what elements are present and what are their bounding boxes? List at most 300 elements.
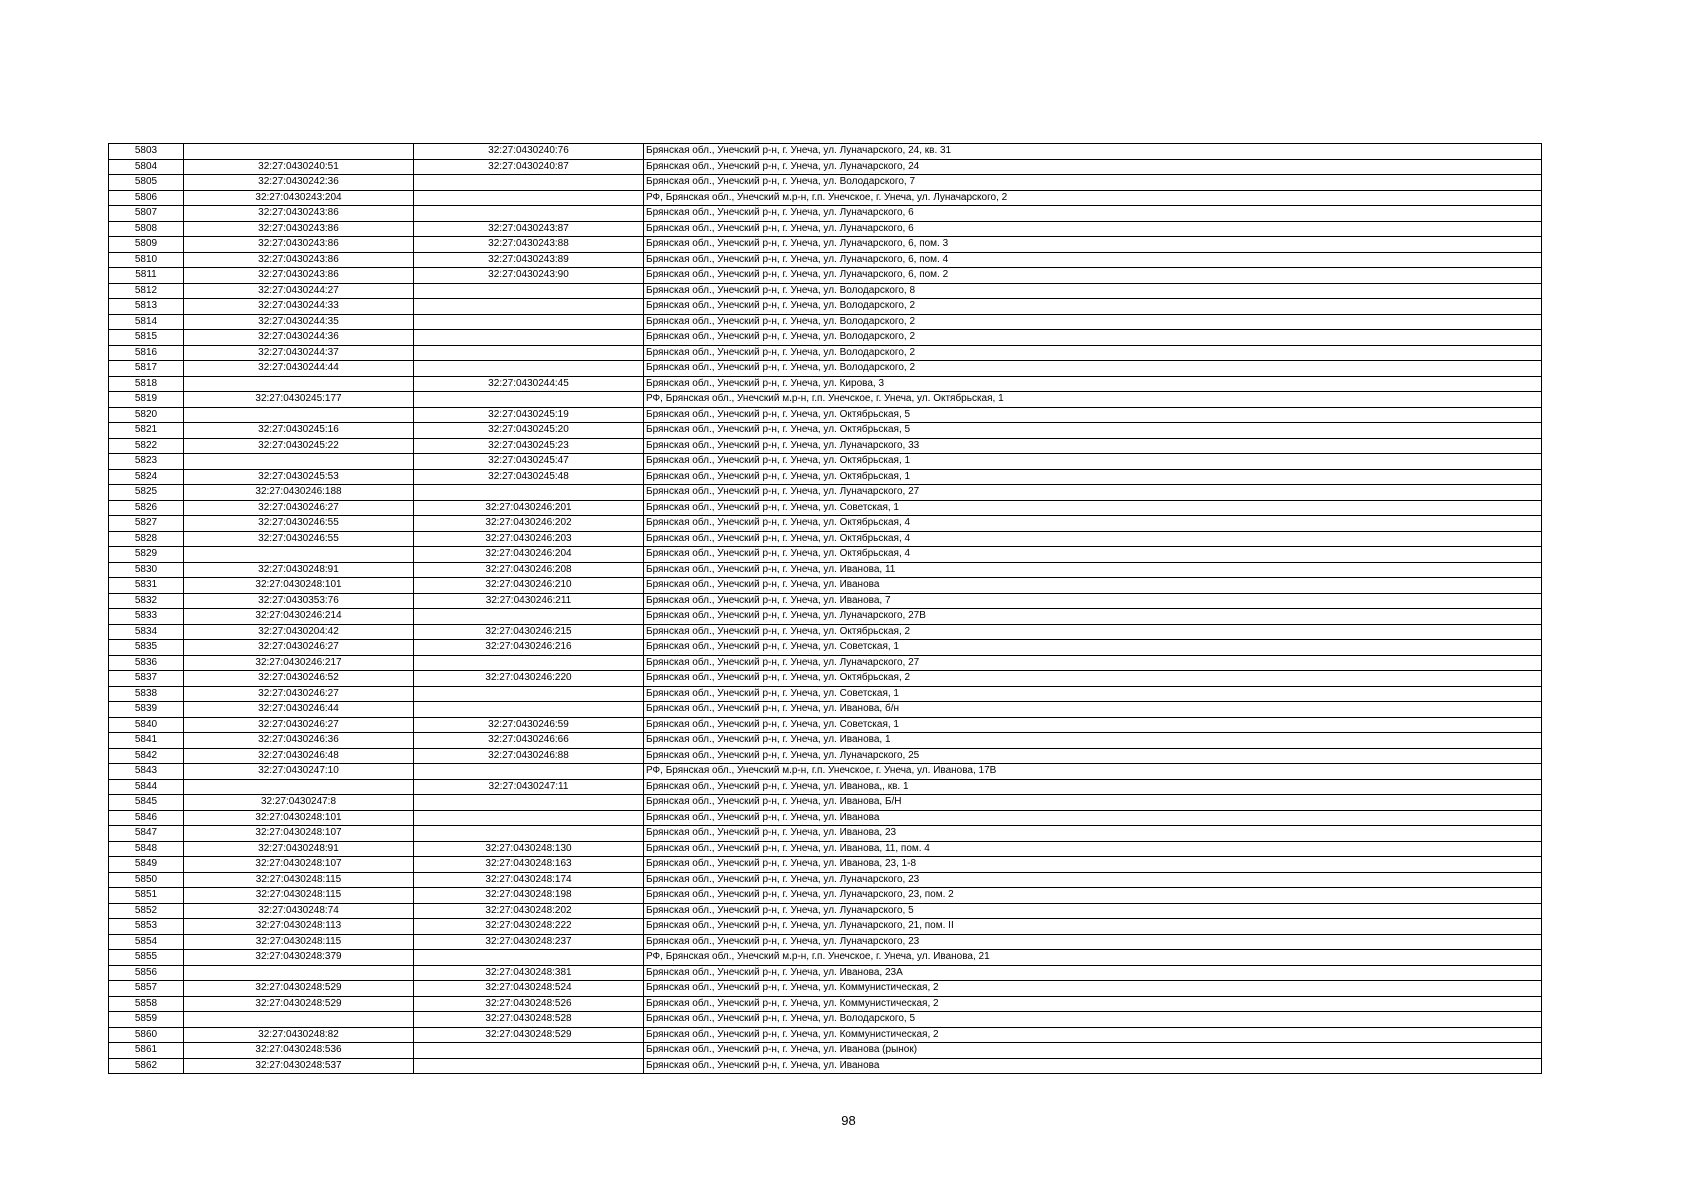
row-number-cell: 5822 [109,438,184,454]
row-number-cell: 5833 [109,609,184,625]
cadastral-number-cell [414,950,644,966]
row-number-cell: 5838 [109,686,184,702]
row-number-cell: 5803 [109,144,184,160]
row-number-cell: 5812 [109,283,184,299]
cadastral-number-cell: 32:27:0430248:198 [414,888,644,904]
cadastral-number-cell: 32:27:0430248:222 [414,919,644,935]
row-number-cell: 5809 [109,237,184,253]
row-number-cell: 5816 [109,345,184,361]
cadastral-number-cell [414,1043,644,1059]
cadastral-number-cell: 32:27:0430246:203 [414,531,644,547]
table-row [109,454,1542,470]
table-row [109,702,1542,718]
table-row [109,562,1542,578]
parent-cadastral-number-cell: 32:27:0430246:55 [184,516,414,532]
parent-cadastral-number-cell: 32:27:0430246:188 [184,485,414,501]
parent-cadastral-number-cell: 32:27:0430244:35 [184,314,414,330]
register-table-body [109,144,1542,1074]
parent-cadastral-number-cell [184,1012,414,1028]
cadastral-number-cell: 32:27:0430246:204 [414,547,644,563]
address-cell: Брянская обл., Унечский р-н, г. Унеча, ул. Советская, 1 [644,686,1542,702]
table-row [109,671,1542,687]
row-number-cell: 5831 [109,578,184,594]
address-cell: Брянская обл., Унечский р-н, г. Унеча, ул. Иванова, 23А [644,965,1542,981]
row-number-cell: 5844 [109,779,184,795]
address-cell: Брянская обл., Унечский р-н, г. Унеча, ул. Иванова, б/н [644,702,1542,718]
row-number-cell: 5819 [109,392,184,408]
address-cell: Брянская обл., Унечский р-н, г. Унеча, ул. Луначарского, 33 [644,438,1542,454]
table-row [109,826,1542,842]
cadastral-number-cell [414,764,644,780]
address-cell: Брянская обл., Унечский р-н, г. Унеча, ул. Луначарского, 27 [644,485,1542,501]
parent-cadastral-number-cell: 32:27:0430248:101 [184,578,414,594]
parent-cadastral-number-cell [184,965,414,981]
address-cell: Брянская обл., Унечский р-н, г. Унеча, ул. Володарского, 2 [644,314,1542,330]
cadastral-number-cell: 32:27:0430240:87 [414,159,644,175]
row-number-cell: 5856 [109,965,184,981]
address-cell: Брянская обл., Унечский р-н, г. Унеча, ул. Советская, 1 [644,500,1542,516]
table-row [109,810,1542,826]
address-cell: Брянская обл., Унечский р-н, г. Унеча, ул. Октябрьская, 1 [644,469,1542,485]
parent-cadastral-number-cell: 32:27:0430248:379 [184,950,414,966]
table-row [109,175,1542,191]
cadastral-number-cell: 32:27:0430245:47 [414,454,644,470]
address-cell: Брянская обл., Унечский р-н, г. Унеча, ул. Иванова (рынок) [644,1043,1542,1059]
cadastral-number-cell [414,283,644,299]
cadastral-number-cell: 32:27:0430246:215 [414,624,644,640]
address-cell: Брянская обл., Унечский р-н, г. Унеча, ул. Иванова [644,810,1542,826]
row-number-cell: 5813 [109,299,184,315]
table-row [109,144,1542,160]
row-number-cell: 5860 [109,1027,184,1043]
cadastral-number-cell [414,392,644,408]
parent-cadastral-number-cell: 32:27:0430240:51 [184,159,414,175]
address-cell: Брянская обл., Унечский р-н, г. Унеча, ул. Луначарского, 21, пом. II [644,919,1542,935]
address-cell: Брянская обл., Унечский р-н, г. Унеча, ул. Луначарского, 6, пом. 2 [644,268,1542,284]
parent-cadastral-number-cell: 32:27:0430248:113 [184,919,414,935]
row-number-cell: 5861 [109,1043,184,1059]
cadastral-number-cell: 32:27:0430248:237 [414,934,644,950]
cadastral-number-cell: 32:27:0430246:220 [414,671,644,687]
cadastral-number-cell [414,206,644,222]
parent-cadastral-number-cell: 32:27:0430246:27 [184,500,414,516]
address-cell: Брянская обл., Унечский р-н, г. Унеча, ул. Иванова, Б/Н [644,795,1542,811]
table-row [109,795,1542,811]
address-cell: Брянская обл., Унечский р-н, г. Унеча, ул. Володарского, 2 [644,361,1542,377]
table-row [109,996,1542,1012]
row-number-cell: 5855 [109,950,184,966]
row-number-cell: 5848 [109,841,184,857]
row-number-cell: 5814 [109,314,184,330]
parent-cadastral-number-cell: 32:27:0430243:86 [184,252,414,268]
row-number-cell: 5839 [109,702,184,718]
address-cell: Брянская обл., Унечский р-н, г. Унеча, ул. Советская, 1 [644,640,1542,656]
address-cell: Брянская обл., Унечский р-н, г. Унеча, ул. Луначарского, 27 [644,655,1542,671]
cadastral-number-cell [414,299,644,315]
cadastral-number-cell: 32:27:0430248:174 [414,872,644,888]
row-number-cell: 5857 [109,981,184,997]
parent-cadastral-number-cell: 32:27:0430243:86 [184,237,414,253]
cadastral-number-cell: 32:27:0430245:23 [414,438,644,454]
parent-cadastral-number-cell: 32:27:0430248:107 [184,826,414,842]
row-number-cell: 5850 [109,872,184,888]
table-row [109,841,1542,857]
row-number-cell: 5811 [109,268,184,284]
row-number-cell: 5824 [109,469,184,485]
address-cell: Брянская обл., Унечский р-н, г. Унеча, ул. Октябрьская, 4 [644,516,1542,532]
row-number-cell: 5835 [109,640,184,656]
table-row [109,981,1542,997]
row-number-cell: 5817 [109,361,184,377]
address-cell: Брянская обл., Унечский р-н, г. Унеча, ул. Октябрьская, 1 [644,454,1542,470]
parent-cadastral-number-cell: 32:27:0430247:8 [184,795,414,811]
address-cell: Брянская обл., Унечский р-н, г. Унеча, ул. Луначарского, 23 [644,872,1542,888]
parent-cadastral-number-cell [184,144,414,160]
row-number-cell: 5858 [109,996,184,1012]
table-row [109,1012,1542,1028]
row-number-cell: 5837 [109,671,184,687]
parent-cadastral-number-cell: 32:27:0430246:55 [184,531,414,547]
parent-cadastral-number-cell: 32:27:0430204:42 [184,624,414,640]
table-row [109,392,1542,408]
address-cell: Брянская обл., Унечский р-н, г. Унеча, ул. Луначарского, 25 [644,748,1542,764]
address-cell: Брянская обл., Унечский р-н, г. Унеча, ул. Иванова [644,578,1542,594]
address-cell: Брянская обл., Унечский р-н, г. Унеча, ул. Луначарского, 24, кв. 31 [644,144,1542,160]
table-row [109,314,1542,330]
address-cell: Брянская обл., Унечский р-н, г. Унеча, ул. Советская, 1 [644,717,1542,733]
parent-cadastral-number-cell: 32:27:0430248:82 [184,1027,414,1043]
cadastral-number-cell [414,485,644,501]
cadastral-number-cell: 32:27:0430246:202 [414,516,644,532]
table-row [109,190,1542,206]
cadastral-number-cell: 32:27:0430244:45 [414,376,644,392]
parent-cadastral-number-cell: 32:27:0430246:27 [184,717,414,733]
parent-cadastral-number-cell [184,454,414,470]
row-number-cell: 5846 [109,810,184,826]
row-number-cell: 5842 [109,748,184,764]
cadastral-number-cell [414,330,644,346]
address-cell: РФ, Брянская обл., Унечский м.р-н, г.п. Унечское, г. Унеча, ул. Иванова, 17В [644,764,1542,780]
cadastral-number-cell: 32:27:0430243:90 [414,268,644,284]
table-row [109,283,1542,299]
table-row [109,547,1542,563]
address-cell: Брянская обл., Унечский р-н, г. Унеча, ул. Октябрьская, 2 [644,624,1542,640]
parent-cadastral-number-cell: 32:27:0430243:86 [184,221,414,237]
table-row [109,531,1542,547]
address-cell: Брянская обл., Унечский р-н, г. Унеча, ул. Иванова, 7 [644,593,1542,609]
row-number-cell: 5827 [109,516,184,532]
table-row [109,872,1542,888]
cadastral-number-cell: 32:27:0430240:76 [414,144,644,160]
address-cell: Брянская обл., Унечский р-н, г. Унеча, ул. Луначарского, 6 [644,221,1542,237]
row-number-cell: 5818 [109,376,184,392]
row-number-cell: 5825 [109,485,184,501]
row-number-cell: 5853 [109,919,184,935]
table-row [109,237,1542,253]
row-number-cell: 5854 [109,934,184,950]
parent-cadastral-number-cell: 32:27:0430244:37 [184,345,414,361]
cadastral-number-cell: 32:27:0430243:88 [414,237,644,253]
row-number-cell: 5823 [109,454,184,470]
parent-cadastral-number-cell: 32:27:0430245:22 [184,438,414,454]
row-number-cell: 5820 [109,407,184,423]
row-number-cell: 5810 [109,252,184,268]
table-row [109,469,1542,485]
parent-cadastral-number-cell: 32:27:0430248:91 [184,841,414,857]
address-cell: Брянская обл., Унечский р-н, г. Унеча, ул. Володарского, 2 [644,299,1542,315]
row-number-cell: 5828 [109,531,184,547]
table-row [109,330,1542,346]
cadastral-number-cell: 32:27:0430243:87 [414,221,644,237]
table-row [109,206,1542,222]
table-row [109,624,1542,640]
parent-cadastral-number-cell [184,779,414,795]
parent-cadastral-number-cell: 32:27:0430246:214 [184,609,414,625]
parent-cadastral-number-cell [184,547,414,563]
table-row [109,779,1542,795]
parent-cadastral-number-cell: 32:27:0430244:44 [184,361,414,377]
address-cell: Брянская обл., Унечский р-н, г. Унеча, ул. Луначарского, 27В [644,609,1542,625]
table-row [109,1058,1542,1074]
cadastral-number-cell [414,826,644,842]
row-number-cell: 5836 [109,655,184,671]
table-row [109,903,1542,919]
row-number-cell: 5826 [109,500,184,516]
cadastral-number-cell: 32:27:0430246:216 [414,640,644,656]
row-number-cell: 5859 [109,1012,184,1028]
parent-cadastral-number-cell: 32:27:0430248:91 [184,562,414,578]
cadastral-number-cell [414,190,644,206]
parent-cadastral-number-cell: 32:27:0430248:115 [184,888,414,904]
table-row [109,376,1542,392]
row-number-cell: 5808 [109,221,184,237]
table-row [109,965,1542,981]
row-number-cell: 5806 [109,190,184,206]
cadastral-number-cell: 32:27:0430248:524 [414,981,644,997]
cadastral-number-cell [414,345,644,361]
cadastral-number-cell: 32:27:0430248:381 [414,965,644,981]
row-number-cell: 5852 [109,903,184,919]
cadastral-number-cell: 32:27:0430248:528 [414,1012,644,1028]
row-number-cell: 5804 [109,159,184,175]
row-number-cell: 5815 [109,330,184,346]
row-number-cell: 5834 [109,624,184,640]
parent-cadastral-number-cell: 32:27:0430243:86 [184,268,414,284]
table-row [109,640,1542,656]
row-number-cell: 5847 [109,826,184,842]
table-row [109,934,1542,950]
cadastral-number-cell: 32:27:0430246:211 [414,593,644,609]
parent-cadastral-number-cell: 32:27:0430248:74 [184,903,414,919]
cadastral-number-cell: 32:27:0430246:210 [414,578,644,594]
address-cell: Брянская обл., Унечский р-н, г. Унеча, ул. Коммунистическая, 2 [644,1027,1542,1043]
address-cell: Брянская обл., Унечский р-н, г. Унеча, ул. Октябрьская, 5 [644,423,1542,439]
parent-cadastral-number-cell: 32:27:0430248:101 [184,810,414,826]
cadastral-number-cell: 32:27:0430248:130 [414,841,644,857]
cadastral-number-cell [414,655,644,671]
row-number-cell: 5830 [109,562,184,578]
table-row [109,733,1542,749]
parent-cadastral-number-cell: 32:27:0430246:48 [184,748,414,764]
table-row [109,857,1542,873]
address-cell: Брянская обл., Унечский р-н, г. Унеча, ул. Октябрьская, 2 [644,671,1542,687]
row-number-cell: 5832 [109,593,184,609]
parent-cadastral-number-cell: 32:27:0430246:27 [184,640,414,656]
cadastral-number-cell [414,795,644,811]
parent-cadastral-number-cell: 32:27:0430242:36 [184,175,414,191]
address-cell: Брянская обл., Унечский р-н, г. Унеча, ул. Луначарского, 24 [644,159,1542,175]
parent-cadastral-number-cell: 32:27:0430248:529 [184,981,414,997]
address-cell: Брянская обл., Унечский р-н, г. Унеча, ул. Кирова, 3 [644,376,1542,392]
page-number: 98 [841,1113,856,1128]
parent-cadastral-number-cell: 32:27:0430244:36 [184,330,414,346]
parent-cadastral-number-cell [184,407,414,423]
parent-cadastral-number-cell: 32:27:0430246:36 [184,733,414,749]
cadastral-number-cell [414,314,644,330]
table-row [109,500,1542,516]
cadastral-number-cell: 32:27:0430246:88 [414,748,644,764]
row-number-cell: 5805 [109,175,184,191]
address-cell: Брянская обл., Унечский р-н, г. Унеча, ул. Октябрьская, 4 [644,547,1542,563]
cadastral-number-cell [414,609,644,625]
table-row [109,423,1542,439]
table-row [109,485,1542,501]
parent-cadastral-number-cell: 32:27:0430244:27 [184,283,414,299]
parent-cadastral-number-cell: 32:27:0430245:53 [184,469,414,485]
table-row [109,764,1542,780]
parent-cadastral-number-cell: 32:27:0430244:33 [184,299,414,315]
address-cell: Брянская обл., Унечский р-н, г. Унеча, ул. Володарского, 2 [644,345,1542,361]
cadastral-number-cell: 32:27:0430248:529 [414,1027,644,1043]
parent-cadastral-number-cell: 32:27:0430243:204 [184,190,414,206]
cadastral-number-cell [414,361,644,377]
row-number-cell: 5862 [109,1058,184,1074]
table-row [109,919,1542,935]
table-row [109,345,1542,361]
address-cell: Брянская обл., Унечский р-н, г. Унеча, ул. Иванова,, кв. 1 [644,779,1542,795]
address-cell: Брянская обл., Унечский р-н, г. Унеча, ул. Володарского, 8 [644,283,1542,299]
address-cell: Брянская обл., Унечский р-н, г. Унеча, ул. Иванова [644,1058,1542,1074]
address-cell: Брянская обл., Унечский р-н, г. Унеча, ул. Володарского, 7 [644,175,1542,191]
address-cell: РФ, Брянская обл., Унечский м.р-н, г.п. Унечское, г. Унеча, ул. Октябрьская, 1 [644,392,1542,408]
address-cell: Брянская обл., Унечский р-н, г. Унеча, ул. Луначарского, 5 [644,903,1542,919]
parent-cadastral-number-cell: 32:27:0430248:107 [184,857,414,873]
address-cell: Брянская обл., Унечский р-н, г. Унеча, ул. Володарского, 5 [644,1012,1542,1028]
address-cell: Брянская обл., Унечский р-н, г. Унеча, ул. Луначарского, 6, пом. 4 [644,252,1542,268]
cadastral-number-cell: 32:27:0430248:526 [414,996,644,1012]
table-row [109,609,1542,625]
row-number-cell: 5829 [109,547,184,563]
parent-cadastral-number-cell: 32:27:0430248:529 [184,996,414,1012]
row-number-cell: 5843 [109,764,184,780]
cadastral-number-cell: 32:27:0430245:48 [414,469,644,485]
parent-cadastral-number-cell: 32:27:0430243:86 [184,206,414,222]
cadastral-number-cell: 32:27:0430246:66 [414,733,644,749]
table-row [109,159,1542,175]
cadastral-number-cell: 32:27:0430245:20 [414,423,644,439]
table-row [109,717,1542,733]
address-cell: Брянская обл., Унечский р-н, г. Унеча, ул. Луначарского, 23, пом. 2 [644,888,1542,904]
parent-cadastral-number-cell: 32:27:0430246:44 [184,702,414,718]
parent-cadastral-number-cell: 32:27:0430245:177 [184,392,414,408]
address-cell: Брянская обл., Унечский р-н, г. Унеча, ул. Иванова, 1 [644,733,1542,749]
cadastral-number-cell [414,702,644,718]
row-number-cell: 5849 [109,857,184,873]
cadastral-number-cell [414,1058,644,1074]
cadastral-number-cell: 32:27:0430243:89 [414,252,644,268]
parent-cadastral-number-cell: 32:27:0430246:217 [184,655,414,671]
address-cell: Брянская обл., Унечский р-н, г. Унеча, ул. Коммунистическая, 2 [644,981,1542,997]
table-row [109,407,1542,423]
address-cell: РФ, Брянская обл., Унечский м.р-н, г.п. Унечское, г. Унеча, ул. Иванова, 21 [644,950,1542,966]
address-cell: Брянская обл., Унечский р-н, г. Унеча, ул. Иванова, 23, 1-8 [644,857,1542,873]
cadastral-number-cell: 32:27:0430245:19 [414,407,644,423]
row-number-cell: 5845 [109,795,184,811]
cadastral-number-cell: 32:27:0430248:202 [414,903,644,919]
table-row [109,578,1542,594]
address-cell: Брянская обл., Унечский р-н, г. Унеча, ул. Иванова, 11, пом. 4 [644,841,1542,857]
parent-cadastral-number-cell: 32:27:0430248:115 [184,872,414,888]
row-number-cell: 5851 [109,888,184,904]
address-cell: Брянская обл., Унечский р-н, г. Унеча, ул. Коммунистическая, 2 [644,996,1542,1012]
parent-cadastral-number-cell: 32:27:0430248:115 [184,934,414,950]
parent-cadastral-number-cell: 32:27:0430248:536 [184,1043,414,1059]
cadastral-number-cell [414,175,644,191]
cadastral-number-cell: 32:27:0430248:163 [414,857,644,873]
table-row [109,1027,1542,1043]
table-row [109,593,1542,609]
row-number-cell: 5840 [109,717,184,733]
row-number-cell: 5807 [109,206,184,222]
table-row [109,221,1542,237]
table-row [109,748,1542,764]
cadastral-number-cell [414,686,644,702]
parent-cadastral-number-cell: 32:27:0430248:537 [184,1058,414,1074]
cadastral-number-cell: 32:27:0430246:59 [414,717,644,733]
address-cell: Брянская обл., Унечский р-н, г. Унеча, ул. Луначарского, 23 [644,934,1542,950]
parent-cadastral-number-cell: 32:27:0430246:27 [184,686,414,702]
address-cell: Брянская обл., Унечский р-н, г. Унеча, ул. Октябрьская, 4 [644,531,1542,547]
table-row [109,655,1542,671]
cadastral-number-cell: 32:27:0430246:201 [414,500,644,516]
row-number-cell: 5821 [109,423,184,439]
table-row [109,686,1542,702]
row-number-cell: 5841 [109,733,184,749]
table-row [109,888,1542,904]
address-cell: Брянская обл., Унечский р-н, г. Унеча, ул. Луначарского, 6, пом. 3 [644,237,1542,253]
table-row [109,252,1542,268]
table-row [109,1043,1542,1059]
table-row [109,516,1542,532]
parent-cadastral-number-cell: 32:27:0430353:76 [184,593,414,609]
table-row [109,299,1542,315]
cadastral-number-cell [414,810,644,826]
table-row [109,268,1542,284]
table-row [109,438,1542,454]
table-row [109,950,1542,966]
cadastral-register-table [108,143,1542,1074]
parent-cadastral-number-cell: 32:27:0430246:52 [184,671,414,687]
address-cell: Брянская обл., Унечский р-н, г. Унеча, ул. Иванова, 23 [644,826,1542,842]
parent-cadastral-number-cell: 32:27:0430245:16 [184,423,414,439]
address-cell: Брянская обл., Унечский р-н, г. Унеча, ул. Луначарского, 6 [644,206,1542,222]
parent-cadastral-number-cell: 32:27:0430247:10 [184,764,414,780]
address-cell: Брянская обл., Унечский р-н, г. Унеча, ул. Октябрьская, 5 [644,407,1542,423]
table-row [109,361,1542,377]
parent-cadastral-number-cell [184,376,414,392]
address-cell: Брянская обл., Унечский р-н, г. Унеча, ул. Иванова, 11 [644,562,1542,578]
cadastral-number-cell: 32:27:0430247:11 [414,779,644,795]
